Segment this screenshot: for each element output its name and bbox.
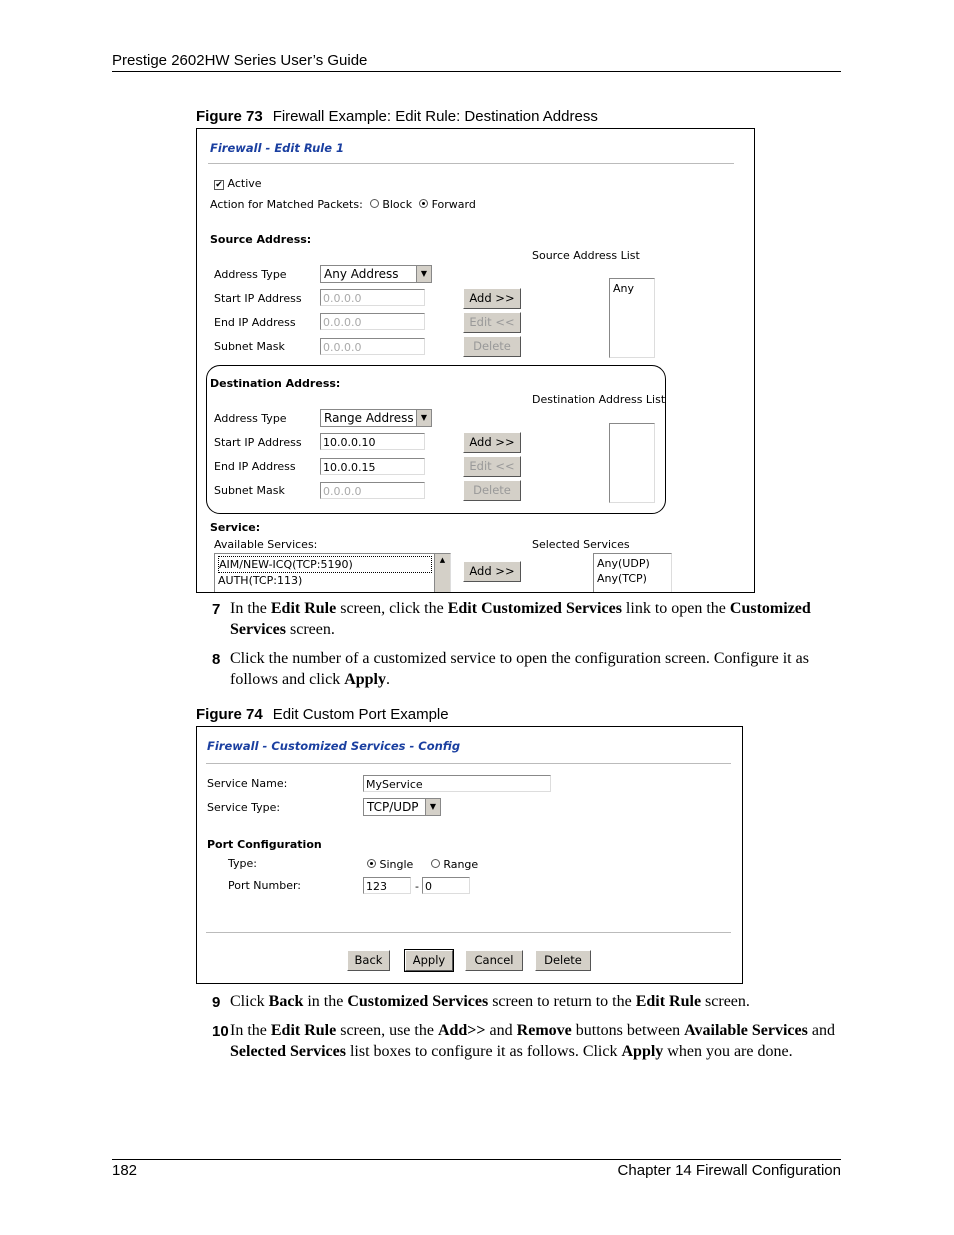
- step-8-text: Click the number of a customized service to open the configuration screen. Configure it as follows and click Apply.: [230, 650, 809, 688]
- source-edit-button[interactable]: Edit <<: [463, 312, 521, 333]
- edit-rule-title: Firewall - Edit Rule 1: [210, 141, 345, 155]
- service-type-value: TCP/UDP: [367, 800, 419, 814]
- dest-delete-button[interactable]: Delete: [463, 480, 521, 501]
- service-name-label: Service Name:: [207, 777, 288, 790]
- range-label: Range: [443, 858, 479, 871]
- type-radios: [367, 858, 478, 871]
- dest-edit-button[interactable]: Edit <<: [463, 456, 521, 477]
- source-end-ip-field[interactable]: 0.0.0.0: [320, 313, 425, 330]
- source-start-ip-field[interactable]: 0.0.0.0: [320, 289, 425, 306]
- source-delete-button[interactable]: Delete: [463, 336, 521, 357]
- figure-73-label: Figure 73: [196, 108, 263, 125]
- list-item[interactable]: AIM/NEW-ICQ(TCP:5190): [218, 556, 432, 573]
- dest-address-type-select[interactable]: [320, 409, 432, 427]
- source-address-type-value: Any Address: [324, 267, 399, 281]
- available-services-list[interactable]: [214, 553, 451, 593]
- service-heading: Service:: [210, 521, 261, 534]
- dest-end-ip-field[interactable]: 10.0.0.15: [320, 458, 425, 475]
- figure-73-screenshot: [196, 128, 755, 593]
- source-address-type-label: Address Type: [214, 268, 287, 281]
- footer-divider: [206, 932, 731, 933]
- page-number: 182: [112, 1162, 138, 1179]
- action-label: Action for Matched Packets:: [210, 198, 363, 211]
- active-label: Active: [227, 177, 262, 190]
- step-10-text: In the Edit Rule screen, use the Add>> and Remove buttons between Available Services and Selected Services list boxes to configure it as follows. Click Apply when you are done.: [230, 1022, 835, 1060]
- step-8-number: 8: [212, 651, 221, 668]
- source-subnet-field[interactable]: 0.0.0.0: [320, 338, 425, 355]
- back-button[interactable]: Back: [347, 950, 390, 971]
- dest-end-ip-label: End IP Address: [214, 460, 296, 473]
- figure-74-screenshot: [196, 726, 743, 984]
- dest-address-type-label: Address Type: [214, 412, 287, 425]
- chapter-title: Chapter 14 Firewall Configuration: [617, 1162, 841, 1179]
- dest-start-ip-field[interactable]: 10.0.0.10: [320, 433, 425, 450]
- dest-address-type-value: Range Address: [324, 411, 414, 425]
- footer-divider-line: [112, 1159, 841, 1160]
- step-7-number: 7: [212, 601, 221, 618]
- chevron-down-icon: ▼: [416, 266, 431, 282]
- source-end-ip-label: End IP Address: [214, 316, 296, 329]
- list-item[interactable]: Any(TCP): [597, 572, 647, 585]
- dest-start-ip-label: Start IP Address: [214, 436, 302, 449]
- source-address-type-select[interactable]: [320, 265, 432, 283]
- available-services-label: Available Services:: [214, 538, 318, 551]
- range-radio[interactable]: [431, 859, 440, 868]
- list-item[interactable]: Any: [613, 282, 635, 295]
- figure-74-label: Figure 74: [196, 706, 263, 723]
- apply-button[interactable]: Apply: [405, 950, 453, 971]
- active-checkbox[interactable]: ✔: [215, 180, 223, 190]
- scrollbar[interactable]: [434, 554, 450, 593]
- source-address-heading: Source Address:: [210, 233, 312, 246]
- dest-subnet-field[interactable]: 0.0.0.0: [320, 482, 425, 499]
- step-9-number: 9: [212, 994, 221, 1011]
- scroll-up-icon[interactable]: ▲: [439, 556, 446, 564]
- step-7-text: In the Edit Rule screen, click the Edit Customized Services link to open the Customized Services screen.: [230, 600, 811, 638]
- port-number-label: Port Number:: [228, 879, 302, 892]
- selected-services-label: Selected Services: [532, 538, 630, 551]
- port-from-field[interactable]: 123: [363, 877, 411, 894]
- delete-button[interactable]: Delete: [535, 950, 591, 971]
- step-10-number: 10: [212, 1023, 229, 1040]
- service-name-field[interactable]: MyService: [363, 775, 551, 792]
- list-item[interactable]: Any(UDP): [597, 557, 650, 570]
- port-dash: -: [415, 880, 419, 893]
- block-radio[interactable]: [370, 199, 379, 208]
- forward-radio[interactable]: [419, 199, 428, 208]
- figure-73-caption-text: Firewall Example: Edit Rule: Destination Address: [272, 108, 598, 125]
- destination-address-list[interactable]: [609, 423, 655, 503]
- selected-services-list[interactable]: [593, 553, 672, 593]
- port-to-field[interactable]: 0: [422, 877, 470, 894]
- source-address-list-label: Source Address List: [532, 249, 640, 262]
- dest-add-button[interactable]: Add >>: [463, 432, 521, 453]
- custom-service-title: Firewall - Customized Services - Config: [207, 739, 461, 753]
- service-add-button[interactable]: Add >>: [463, 561, 521, 582]
- action-row: [210, 198, 476, 211]
- type-label: Type:: [228, 857, 257, 870]
- cancel-button[interactable]: Cancel: [465, 950, 523, 971]
- destination-address-heading: Destination Address:: [210, 377, 341, 390]
- source-add-button[interactable]: Add >>: [463, 288, 521, 309]
- header-divider: [112, 71, 841, 72]
- destination-address-list-label: Destination Address List: [532, 393, 666, 406]
- dest-subnet-label: Subnet Mask: [214, 484, 285, 497]
- figure-74-caption: [196, 706, 449, 723]
- source-start-ip-label: Start IP Address: [214, 292, 302, 305]
- service-type-label: Service Type:: [207, 801, 281, 814]
- source-address-list[interactable]: [609, 278, 655, 358]
- single-radio[interactable]: [367, 859, 376, 868]
- block-label: Block: [382, 198, 413, 211]
- forward-label: Forward: [431, 198, 476, 211]
- title-divider: [208, 163, 734, 164]
- service-type-select[interactable]: [363, 798, 441, 816]
- figure-73-caption: [196, 108, 598, 125]
- page-header-title: Prestige 2602HW Series User’s Guide: [112, 52, 368, 69]
- port-config-heading: Port Configuration: [207, 838, 322, 851]
- step-9-text: Click Back in the Customized Services screen to return to the Edit Rule screen.: [230, 993, 750, 1010]
- figure-74-caption-text: Edit Custom Port Example: [272, 706, 449, 723]
- list-item[interactable]: AUTH(TCP:113): [218, 574, 303, 587]
- active-row: [214, 177, 262, 190]
- title-divider: [206, 763, 731, 764]
- chevron-down-icon: ▼: [416, 410, 431, 426]
- single-label: Single: [379, 858, 414, 871]
- source-subnet-label: Subnet Mask: [214, 340, 285, 353]
- chevron-down-icon: ▼: [425, 799, 440, 815]
